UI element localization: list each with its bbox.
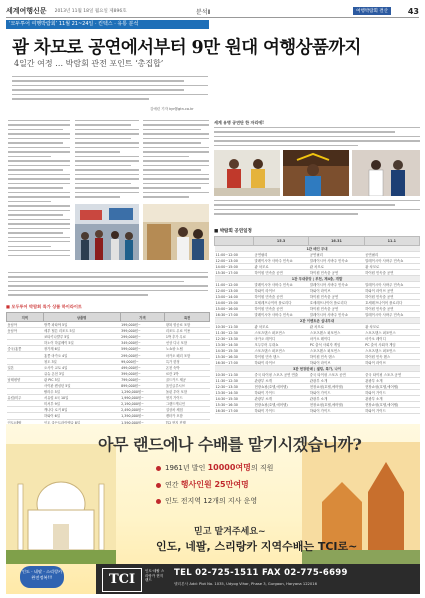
schedule-section-label: 1관 메인 무대: [215, 246, 420, 252]
page-number: 43: [407, 6, 419, 16]
schedule-time-cell: 13:00~14:00: [215, 294, 254, 300]
table-cell: 리조트 무료 이용: [165, 328, 210, 334]
issue-date: 2013년 11월 18일 월요일 제896호: [54, 9, 127, 14]
schedule-section-label: 1관 무대중앙 | 부천, 제4층, 개발: [215, 276, 420, 282]
schedule-event-cell: 하이원 민속춤 공연: [364, 294, 419, 300]
table-cell: 현지 가이드: [165, 395, 210, 401]
ad-bullet-travelers: 연간 행사인원 25만여명: [156, 479, 249, 490]
schedule-event-cell: 하와이 가이드: [309, 408, 364, 414]
schedule-event-cell: 관광부 소개: [253, 378, 308, 384]
table-cell: 1,990,000원~: [120, 395, 165, 401]
table-cell: 선상 디너 포함: [165, 340, 210, 346]
schedule-event-cell: 하와이 가이드: [364, 408, 419, 414]
schedule-event-cell: 하이원 민속춤 공연: [364, 270, 419, 276]
schedule-event-cell: 현장쇼핑(호텔,에어텔): [364, 384, 419, 390]
schedule-time-cell: 16:30~17:00: [215, 360, 254, 366]
table-cell: 일본: [7, 364, 44, 370]
page-header: [6, 5, 419, 18]
table-cell: 온천 숙박: [165, 364, 210, 370]
schedule-event-cell: 괌 차모로: [364, 264, 419, 270]
schedule-event-cell: 마카오 레이디: [253, 336, 308, 342]
table-cell: 돌핀 투어 포함: [165, 389, 210, 395]
expo-photo-booth: [143, 204, 209, 260]
schedule-section-label: 3관 현장판매 | 셀링, 특가, 나이: [215, 366, 420, 372]
schedule-event-cell: 하이원 민속춤 공연: [253, 294, 308, 300]
schedule-event-cell: 하이원 민속 댄스: [364, 354, 419, 360]
performer-photo-1: [214, 150, 280, 196]
table-cell: 1,590,000원~: [120, 419, 165, 425]
schedule-time-cell: 15:00~16:00: [215, 306, 254, 312]
table-cell: 괌 PIC 5일: [43, 376, 120, 382]
left-section-body: [8, 272, 208, 300]
schedule-event-cell: 호세레프나이어 플로리다: [364, 300, 419, 306]
table-row: [215, 408, 420, 414]
schedule-event-cell: 하와이 라이브 공연: [364, 288, 419, 294]
table-cell: 코타키나발루 5일: [43, 334, 120, 340]
schedule-event-cell: 현장쇼핑(호텔,에어텔): [309, 402, 364, 408]
table-cell: 299,000원~: [120, 352, 165, 358]
schedule-event-cell: 하이원 민속춤 공연: [309, 306, 364, 312]
schedule-event-cell: 괌 차모로: [309, 264, 364, 270]
table-cell: 마카오 페리 포함: [165, 352, 210, 358]
table-cell: 하와이 6일: [43, 413, 120, 419]
col-price: 가격: [120, 313, 165, 322]
table-cell: 349,000원~: [120, 340, 165, 346]
schedule-event-cell: 말레이시아 사바주 민속쇼: [364, 282, 419, 288]
schedule-event-cell: 하이원 민속춤 공연: [253, 270, 308, 276]
schedule-event-cell: 스포츠댄스 퍼포먼스: [253, 330, 308, 336]
col-day2: 16.31: [309, 237, 364, 246]
schedule-time-cell: 12:30~13:30: [215, 336, 254, 342]
special-products-body: [7, 322, 210, 432]
schedule-event-cell: 공연필리: [253, 252, 308, 258]
schedule-event-cell: 말레이시아 사바주 민속쇼: [253, 282, 308, 288]
schedule-event-cell: 스포츠댄스 퍼포먼스: [309, 330, 364, 336]
table-cell: 오사카 교토 4일: [43, 364, 120, 370]
schedule-event-cell: 중국 타이핑 스포츠 공연 연출: [253, 372, 308, 378]
table-cell: 팔라우 5일: [43, 389, 120, 395]
article-byline: 김예린 기자 kyr@gtn.co.kr: [150, 107, 194, 111]
schedule-event-cell: 하와이 가이드: [253, 390, 308, 396]
table-cell: 1박 추가 무료: [165, 334, 210, 340]
photo-captions: [214, 200, 420, 222]
schedule-time-cell: 14:30~15:30: [215, 348, 254, 354]
schedule-event-cell: 스포츠댄스 퍼포먼스: [253, 348, 308, 354]
article-kicker: ‘모두투어 여행박람회’ 11월 21~24일 · 킨텍스 · 유통 분석: [6, 20, 209, 29]
schedule-time-cell: 10:30~11:30: [215, 372, 254, 378]
table-cell: 큐슈 온천 3일: [43, 370, 120, 376]
schedule-event-cell: 괌 차모로: [364, 324, 419, 330]
schedule-event-cell: 하이원 민속 댄스: [253, 354, 308, 360]
table-cell: 그랜드캐니언: [165, 401, 210, 407]
table-cell: 동남아: [7, 328, 44, 334]
newspaper-name: 세계여행신문: [6, 7, 47, 15]
schedule-event-cell: 스포츠댄스 퍼포먼스: [309, 348, 364, 354]
table-cell: 499,000원~: [120, 364, 165, 370]
schedule-event-cell: 모두투어 무대쇼: [253, 342, 308, 348]
schedule-event-cell: 공연필리: [309, 252, 364, 258]
schedule-event-cell: 공연필리: [364, 252, 419, 258]
ad-address: 델리본사 Add: Plot No. 1035, Udyog Vihar, Phase 3, Gurgaon, Haryana 122016: [174, 582, 317, 586]
schedule-time-cell: 14:00~15:00: [215, 300, 254, 306]
table-cell: 설상차 체험: [165, 407, 210, 413]
bullet-dot: [156, 483, 161, 488]
table-cell: 유럽/미주: [7, 395, 44, 401]
schedule-event-cell: 관광부 소개: [364, 396, 419, 402]
schedule-time-cell: 15:30~17:00: [215, 270, 254, 276]
schedule-event-cell: 현장쇼핑(호텔,에어텔): [253, 402, 308, 408]
schedule-event-cell: 말레이시아 사바주 민속쇼: [364, 258, 419, 264]
table-cell: 1,290,000원~: [120, 389, 165, 395]
schedule-time-cell: 11:30~12:30: [215, 378, 254, 384]
table-cell: 599,000원~: [120, 346, 165, 352]
article-column-2: [75, 120, 139, 202]
tci-advertisement: [6, 424, 420, 594]
special-products-title: ■ 모두투어 박람회 특가 상품 하이라이트: [6, 304, 82, 309]
schedule-event-cell: 하와이 라이브: [309, 288, 364, 294]
schedule-event-cell: 하와이 라이브: [364, 360, 419, 366]
schedule-event-cell: PC 출석 사회자 게임: [309, 342, 364, 348]
schedule-event-cell: 말레이시아 사바주 민속쇼: [309, 282, 364, 288]
schedule-event-cell: 하와이 라이브: [253, 360, 308, 366]
performers-body: [214, 127, 420, 149]
schedule-event-cell: 중국 타이핑 스포츠 공연: [364, 372, 419, 378]
special-products-table: [6, 304, 210, 432]
table-cell: 청도 3일: [43, 358, 120, 364]
table-cell: 399,000원~: [120, 370, 165, 376]
schedule-time-cell: 13:30~14:30: [215, 390, 254, 396]
ad-contact-bar: [96, 564, 420, 594]
table-cell: 왕복 항공료 포함: [165, 322, 210, 328]
schedule-time-cell: 16:30~17:00: [215, 312, 254, 318]
table-cell: 노쇼핑·노팁: [165, 346, 210, 352]
table-cell: 299,000원~: [120, 334, 165, 340]
table-cell: 사이판 켄싱턴 5일: [43, 382, 120, 388]
table-cell: 서유럽 4국 10일: [43, 395, 120, 401]
table-cell: 골드카드 제공: [165, 376, 210, 382]
ad-bullet-founded: 1961년 발인 10000여명의 직원: [156, 462, 273, 473]
schedule-event-cell: 관광부 소개: [253, 396, 308, 402]
col-day1: 15.3: [253, 237, 308, 246]
col-product: 상품명: [43, 313, 120, 322]
col-benefit: 특전: [165, 313, 210, 322]
table-cell: 세부 힐튼 리조트 5일: [43, 328, 120, 334]
schedule-event-cell: 말레이시아 사바주 민속쇼: [364, 312, 419, 318]
schedule-time-cell: 14:00~15:00: [215, 264, 254, 270]
schedule-event-cell: 하와이 가이드: [253, 408, 308, 414]
table-cell: 홍콩 마카오 4일: [43, 352, 120, 358]
col-time: [215, 237, 254, 246]
table-cell: 399,000원~: [120, 328, 165, 334]
schedule-time-cell: 15:30~16:30: [215, 354, 254, 360]
schedule-event-cell: 마카오 레이디: [364, 336, 419, 342]
schedule-table: [214, 236, 420, 414]
schedule-section-label: 2관 이벤트존 실내무대: [215, 318, 420, 324]
article-subhead: 4일간 여정 … 박람회 관전 포인트 ‘총집합’: [14, 59, 164, 68]
schedule-event-cell: 말레이시아 사바주 민속쇼: [309, 258, 364, 264]
schedule-event-cell: 하와이 라이브: [309, 360, 364, 366]
schedule-event-cell: 호세레프나이어 플로리다: [253, 300, 308, 306]
article-body-text: [12, 76, 208, 106]
table-cell: 99,000원~: [120, 358, 165, 364]
table-cell: 동남아: [7, 322, 44, 328]
schedule-event-cell: 말레이시아 사바주 민속쇼: [309, 312, 364, 318]
schedule-event-cell: 하이원 민속춤 공연: [309, 294, 364, 300]
schedule-event-cell: 말레이시아 사바주 민속쇼: [253, 258, 308, 264]
special-products-grid: [6, 312, 210, 432]
table-cell: 특가 한정: [165, 358, 210, 364]
performance-schedule: [214, 228, 420, 414]
schedule-event-cell: 하이원 민속춤 공연: [253, 306, 308, 312]
table-cell: 1,390,000원~: [120, 413, 165, 419]
table-cell: 2,490,000원~: [120, 407, 165, 413]
performer-photo-3: [352, 150, 420, 196]
schedule-event-cell: 현장쇼핑(호텔,에어텔): [253, 384, 308, 390]
schedule-event-cell: 하와이 라이브: [253, 288, 308, 294]
table-cell: 올인클루시브: [165, 382, 210, 388]
schedule-event-cell: 말레이시아 사바주 민속쇼: [253, 312, 308, 318]
schedule-event-cell: 마카오 레이디: [309, 336, 364, 342]
schedule-event-cell: 중국 타이핑 스포츠 공연: [309, 372, 364, 378]
tci-company-name: 인도·네팔 스리랑카 현지 랜드: [145, 569, 165, 582]
schedule-event-cell: 관광부 소개: [364, 378, 419, 384]
schedule-event-cell: 하이원 민속춤 공연: [309, 270, 364, 276]
performers-heading: 세계 유명 공연단 한 자리에!: [214, 120, 264, 125]
schedule-event-cell: PC 출석 사회자 게임: [364, 342, 419, 348]
schedule-event-cell: 하이원 민속춤 공연: [364, 306, 419, 312]
table-cell: 899,000원~: [120, 382, 165, 388]
col-day3: 11.1: [364, 237, 419, 246]
schedule-title: ■ 박람회 공연일정: [214, 229, 252, 234]
schedule-time-cell: 12:00~13:00: [215, 288, 254, 294]
schedule-time-cell: 11:00~12:00: [215, 282, 254, 288]
bullet-dot: [156, 499, 161, 504]
table-cell: 799,000원~: [120, 376, 165, 382]
schedule-event-cell: 호세레프나이어 플로리다: [309, 300, 364, 306]
schedule-event-cell: 괌 차모로: [253, 264, 308, 270]
schedule-time-cell: 11:30~12:30: [215, 330, 254, 336]
schedule-time-cell: 10:30~11:30: [215, 324, 254, 330]
schedule-event-cell: 스포츠댄스 퍼포먼스: [364, 348, 419, 354]
table-cell: 2,190,000원~: [120, 401, 165, 407]
table-header-row: [7, 313, 210, 322]
schedule-time-cell: 15:30~16:30: [215, 402, 254, 408]
table-cell: 인도 골든트라이앵글 8일: [43, 419, 120, 425]
expo-photo-crowd: [75, 204, 139, 260]
performer-photo-2: [283, 150, 349, 196]
schedule-event-cell: 관광부 소개: [309, 396, 364, 402]
schedule-time-cell: 14:30~15:30: [215, 396, 254, 402]
schedule-event-cell: 하이원 민속 댄스: [309, 354, 364, 360]
bullet-dot: [156, 466, 161, 471]
schedule-time-cell: 12:00~13:00: [215, 258, 254, 264]
schedule-event-cell: 현장쇼핑(호텔,에어텔): [364, 402, 419, 408]
schedule-header-row: [215, 237, 420, 246]
tci-logo: TCI: [102, 568, 142, 592]
schedule-event-cell: 관광부 소개: [309, 378, 364, 384]
table-cell: 료칸 1박: [165, 370, 210, 376]
schedule-time-cell: 12:30~13:30: [215, 384, 254, 390]
table-cell: 중국/홍콩: [7, 346, 44, 352]
schedule-time-cell: 16:30~17:00: [215, 408, 254, 414]
article-column-1: [8, 120, 70, 260]
article-headline: 괌 차모로 공연에서부터 9만 원대 여행상품까지: [12, 38, 361, 58]
schedule-event-cell: 하와이 가이드: [309, 390, 364, 396]
ad-trust-line: 믿고 맡겨주세요~: [194, 527, 266, 537]
ad-slogan: 아무 랜드에나 수배를 맡기시겠습니까?: [98, 435, 362, 454]
table-cell: 렌터카 포함: [165, 413, 210, 419]
table-cell: 인도/네팔: [7, 419, 44, 425]
schedule-event-cell: 현장쇼핑(호텔,에어텔): [309, 384, 364, 390]
table-cell: 하노이 하롱베이 5일: [43, 340, 120, 346]
ad-phone-fax: TEL 02-725-1511 FAX 02-775-6699: [174, 568, 348, 578]
ad-bullet-branches: 인도 전지역 12개의 지사 운영: [156, 496, 257, 506]
table-cell: 방콕 파타야 5일: [43, 322, 120, 328]
table-cell: 남태평양: [7, 376, 44, 382]
table-cell: 199,000원~: [120, 322, 165, 328]
schedule-event-cell: 괌 차모로: [309, 324, 364, 330]
ad-badge: 인도 · 네팔 · 스리랑카 완전정복!!!: [20, 566, 64, 588]
taj-mahal-illustration: [6, 444, 116, 564]
section-name: 분석Ⅱ: [196, 8, 211, 16]
schedule-time-cell: 11:00~12:00: [215, 252, 254, 258]
col-region: 지역: [7, 313, 44, 322]
table-cell: 캐나다 로키 8일: [43, 407, 120, 413]
schedule-event-cell: 스포츠댄스 퍼포먼스: [364, 330, 419, 336]
section-label: 여행박람회 결산: [353, 7, 391, 15]
schedule-body: [215, 246, 420, 414]
table-cell: 미서부 9일: [43, 401, 120, 407]
ad-regions-line: 인도, 네팔, 스리랑카 지역수배는 TCI로~: [156, 540, 358, 553]
table-cell: 장가계 6일: [43, 346, 120, 352]
schedule-event-cell: 하와이 가이드: [364, 390, 419, 396]
schedule-time-cell: 13:30~14:30: [215, 342, 254, 348]
article-column-3: [143, 120, 209, 202]
schedule-event-cell: 괌 차모로: [253, 324, 308, 330]
table-cell: TCI 현지 진행: [165, 419, 210, 425]
